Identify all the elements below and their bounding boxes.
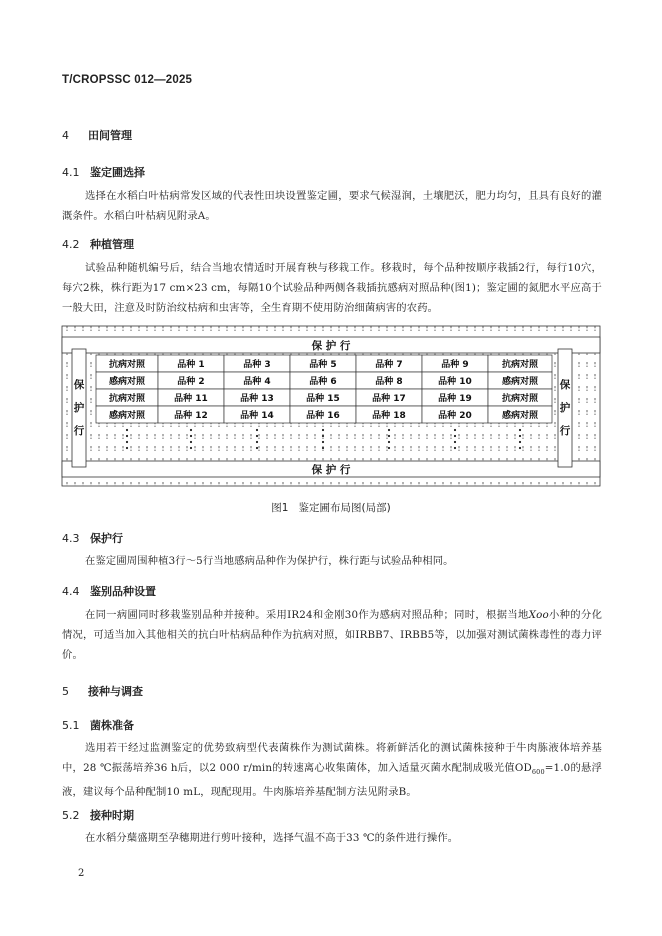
section-number: 4.2 [62,238,80,251]
plot-cell-label: 品种 10 [438,377,472,387]
continuation-dot [388,447,390,449]
section-number: 5 [62,685,69,698]
plot-cell-label: 品种 14 [240,411,274,421]
section-number: 4 [62,129,69,142]
protect-row-bottom-label: 保 护 行 [311,464,351,476]
plot-cell-label: 品种 18 [372,411,406,421]
continuation-dot [322,441,324,443]
plot-cell-label: 品种 17 [372,394,406,404]
section-title: 鉴别品种设置 [90,585,156,598]
page-number: 2 [78,868,85,879]
section-4-3-heading [62,530,123,546]
plot-cell-label: 品种 9 [441,360,469,370]
continuation-dot [519,435,521,437]
section-number: 4.1 [62,166,80,179]
continuation-dot [256,429,258,431]
text-run: 在同一病圃同时移栽鉴别品种并接种。采用IR24和金刚30作为感病对照品种；同时，根据当地 [85,609,529,621]
continuation-dot [126,429,128,431]
continuation-dot [519,441,521,443]
text-run: 选用若干经过监测鉴定的优势致病型代表菌株作为测试菌株。将新鲜活化的测试菌株接种于牛肉胨液体培养基中，28 ℃振荡培养36 h后，以2 000 r/min的转速离心收集菌体，加入适量灭菌水配制成吸光值OD [62,742,602,774]
plot-cell-label: 感病对照 [108,411,146,421]
plot-cell-label: 品种 5 [309,360,337,370]
plot-cell-label: 品种 7 [375,360,403,370]
continuation-dot [388,429,390,431]
plot-cell-label: 品种 6 [309,377,337,387]
section-5-2-heading [62,807,134,823]
continuation-dot [126,435,128,437]
continuation-dot [519,447,521,449]
continuation-dot [322,447,324,449]
section-title: 接种时期 [90,809,134,822]
continuation-dot [256,447,258,449]
plot-cell-label: 抗病对照 [108,394,146,404]
paragraph-4-3: 在鉴定圃周围种植3行～5行当地感病品种作为保护行，株行距与试验品种相同。 [85,555,454,567]
protect-row-left-char: 保 [73,379,85,391]
protect-row-left-char: 护 [73,402,85,414]
section-number: 5.1 [62,719,80,732]
paragraph-4-4 [62,605,602,665]
section-5-heading [62,683,143,699]
section-number: 5.2 [62,809,80,822]
continuation-dot [190,447,192,449]
protect-row-top-label: 保 护 行 [311,340,351,352]
continuation-dot [256,441,258,443]
continuation-dot [256,435,258,437]
protect-row-left-char: 行 [73,425,85,437]
plot-cell-label: 抗病对照 [108,360,146,370]
section-title: 鉴定圃选择 [90,166,145,179]
continuation-dot [126,441,128,443]
paragraph-5-1 [62,738,602,802]
figure-number: 图1 [271,502,289,514]
plot-cell-label: 品种 20 [438,411,472,421]
continuation-dot [190,435,192,437]
section-4-4-heading [62,583,156,599]
plot-cell-label: 品种 11 [174,394,208,404]
figure-caption [0,500,662,515]
plot-cell-label: 感病对照 [501,377,539,387]
plot-cell-label: 感病对照 [108,377,146,387]
continuation-dot [322,435,324,437]
continuation-dot [190,429,192,431]
section-number: 4.4 [62,585,80,598]
paragraph-4-2: 试验品种随机编号后，结合当地农情适时开展育秧与移栽工作。移栽时，每个品种按顺序栽插2行，每行10穴，每穴2株，株行距为17 cm×23 cm，每隔10个试验品种两侧各栽插抗感病对照品种(图1)；鉴定圃的氮肥水平应高于一般大田，注意及时防治纹枯病和虫害等，全生育期不使用防治细菌病害的农药。 [62,262,602,314]
continuation-dot [454,441,456,443]
plot-cell-label: 品种 15 [306,394,340,404]
section-title: 菌株准备 [90,719,134,732]
continuation-dot [454,435,456,437]
plot-cell-label: 品种 4 [243,377,271,387]
section-title: 保护行 [90,532,123,545]
continuation-dot [322,429,324,431]
section-title: 接种与调查 [88,685,143,698]
section-title: 田间管理 [88,129,132,142]
section-5-1-heading [62,717,134,733]
continuation-dot [454,429,456,431]
plot-cell-label: 品种 16 [306,411,340,421]
plot-cell-label: 品种 19 [438,394,472,404]
section-title: 种植管理 [90,238,134,251]
continuation-dot [388,435,390,437]
protect-row-right-char: 护 [559,402,571,414]
plot-cell-label: 品种 12 [174,411,208,421]
continuation-dot [388,441,390,443]
subscript-600: 600 [531,768,545,777]
italic-term-xoo: Xoo [528,609,549,621]
protect-row-right-char: 行 [559,425,571,437]
plot-cell-label: 品种 1 [177,360,205,370]
continuation-dot [190,441,192,443]
document-code: T/CROPSSC 012—2025 [62,74,193,86]
paragraph-5-2: 在水稻分蘖盛期至孕穗期进行剪叶接种，选择气温不高于33 ℃的条件进行操作。 [85,832,459,844]
protect-row-right-char: 保 [559,379,571,391]
plot-cell-label: 品种 2 [177,377,205,387]
plot-cell-label: 品种 13 [240,394,274,404]
section-number: 4.3 [62,532,80,545]
text-run: =1.0的悬浮液，建议每个品种配制10 mL，现配现用。牛肉胨培养基配制方法见附录B。 [62,762,602,799]
paragraph-4-1: 选择在水稻白叶枯病常发区域的代表性田块设置鉴定圃，要求气候湿润，土壤肥沃，肥力均匀，且具有良好的灌溉条件。水稻白叶枯病见附录A。 [62,190,602,222]
text-run: 小种的分化情况，可适当加入其他相关的抗白叶枯病品种作为抗病对照，如IRBB7、IRBB5等，以加强对测试菌株毒性的毒力评价。 [62,609,603,661]
plot-cell-label: 品种 8 [375,377,403,387]
plot-cell-label: 感病对照 [501,411,539,421]
figure-title: 鉴定圃布局图(局部) [298,502,391,514]
continuation-dot [454,447,456,449]
plot-cell-label: 抗病对照 [501,360,539,370]
plot-cell-label: 抗病对照 [501,394,539,404]
plot-cell-label: 品种 3 [243,360,271,370]
continuation-dot [126,447,128,449]
continuation-dot [519,429,521,431]
